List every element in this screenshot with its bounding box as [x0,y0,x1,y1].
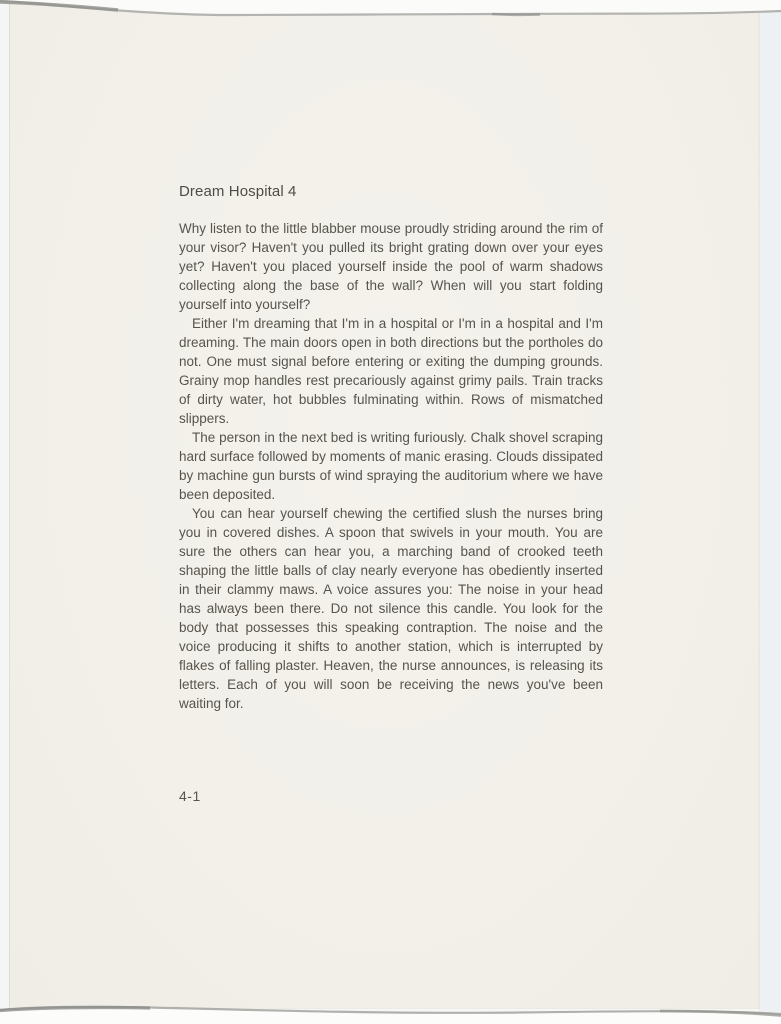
backdrop-right-strip [759,0,781,1024]
prose-text-block [179,219,603,713]
paragraph-4: You can hear yourself chewing the certified slush the nurses bring you in covered dishes. A spoon that swivels in your mouth. You are sure the others can hear you, a marching band of crooked teeth shaping the little balls of clay nearly everyone has obediently inserted in their clammy maws. A voice assures you: The noise in your head has always been there. Do not silence this candle. You look for the body that possesses this speaking contraption. The noise and the voice producing it shifts to another station, which is interrupted by flakes of falling plaster. Heaven, the nurse announces, is releasing its letters. Each of you will soon be receiving the news you've been waiting for. [179,506,603,711]
page-number: 4-1 [179,788,201,804]
paragraph-3: The person in the next bed is writing furiously. Chalk shovel scraping hard surface followed by moments of manic erasing. Clouds dissipated by machine gun bursts of wind spraying the auditorium where we have been deposited. [179,430,603,502]
page-title: Dream Hospital 4 [179,183,297,200]
paragraph-1: Why listen to the little blabber mouse proudly striding around the rim of your visor? Haven't you pulled its bright grating down over your eyes yet? Haven't you placed yourself inside the pool of warm shadows collecting along the base of the wall? When will you start folding yourself into yourself? [179,221,603,312]
paragraph-2: Either I'm dreaming that I'm in a hospital or I'm in a hospital and I'm dreaming. The main doors open in both directions but the portholes do not. One must signal before entering or exiting the dumping grounds. Grainy mop handles rest precariously against grimy pails. Train tracks of dirty water, hot bubbles fulminating within. Rows of mismatched slippers. [179,316,603,426]
paper-sheet [9,2,760,1009]
